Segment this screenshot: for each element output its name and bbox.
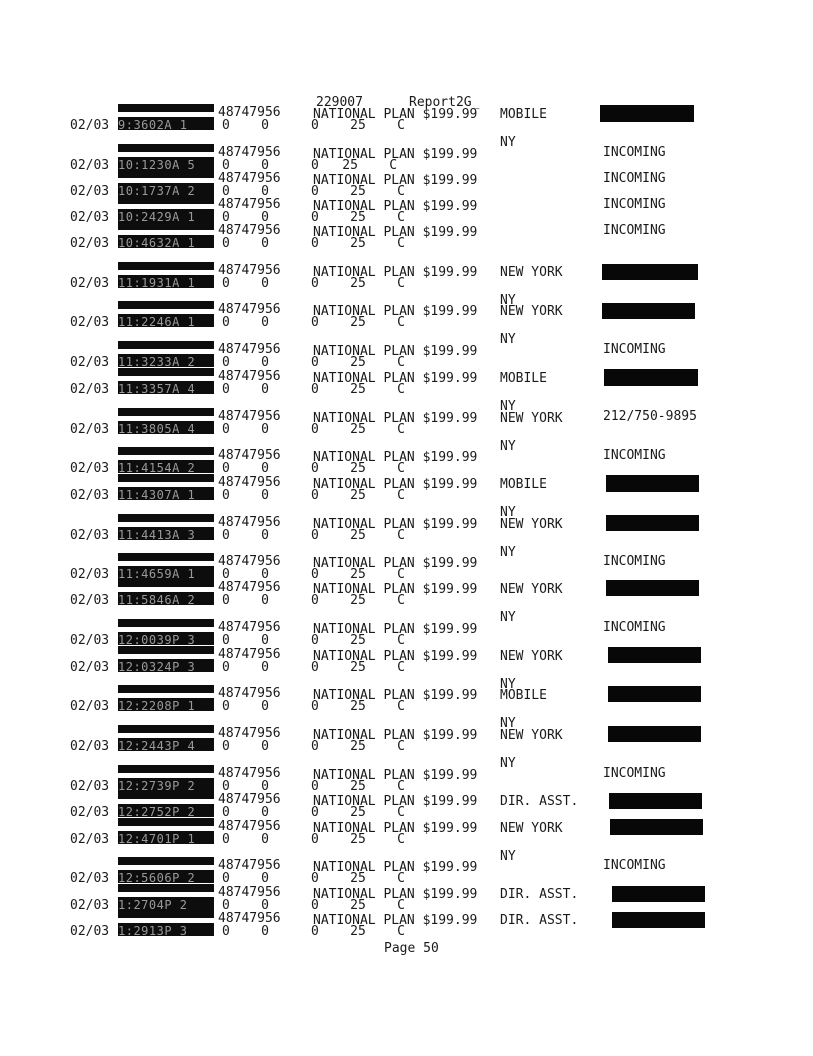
account-number: 48747956 — [218, 515, 281, 530]
usage-counts: 0 0 — [222, 739, 269, 754]
call-location: NEW YORK — [500, 649, 563, 664]
call-location: MOBILE — [500, 371, 547, 386]
call-time: 12:2739P 2 — [118, 778, 214, 791]
plan-price: NATIONAL PLAN $199.99 — [313, 225, 478, 240]
account-number: 48747956 — [218, 105, 281, 120]
call-time: 11:3233A 2 — [118, 354, 214, 367]
call-time: 11:3357A 4 — [118, 381, 214, 394]
account-number: 48747956 — [218, 223, 281, 238]
rate-code: 0 25 C — [311, 236, 405, 251]
redaction-bar — [118, 910, 214, 918]
rate-code: 0 25 C — [311, 739, 405, 754]
call-time: 12:4701P 1 — [118, 831, 214, 844]
call-time: 11:4413A 3 — [118, 527, 214, 540]
call-location: NEW YORK — [500, 265, 563, 280]
account-number: 48747956 — [218, 302, 281, 317]
rate-code: 0 25 C — [311, 567, 405, 582]
usage-counts: 0 0 — [222, 924, 269, 939]
call-location: NEW YORK — [500, 728, 563, 743]
rate-code: 0 25 C — [311, 461, 405, 476]
account-number: 48747956 — [218, 554, 281, 569]
account-number: 48747956 — [218, 580, 281, 595]
call-time: 10:1230A 5 — [118, 157, 214, 170]
redacted-number-box — [602, 264, 698, 280]
call-time: 12:2752P 2 — [118, 804, 214, 817]
plan-price: NATIONAL PLAN $199.99 — [313, 794, 478, 809]
redaction-bar — [118, 514, 214, 522]
call-time: 10:2429A 1 — [118, 209, 214, 222]
call-location: NEW YORK — [500, 821, 563, 836]
call-date: 02/03 — [70, 633, 110, 648]
call-date: 02/03 — [70, 276, 110, 291]
call-location: NEW YORK — [500, 582, 563, 597]
account-number: 48747956 — [218, 197, 281, 212]
state-code: NY — [500, 849, 516, 864]
redacted-number-box — [609, 793, 702, 809]
usage-counts: 0 0 — [222, 422, 269, 437]
plan-price: NATIONAL PLAN $199.99 — [313, 821, 478, 836]
call-date: 02/03 — [70, 158, 110, 173]
usage-counts: 0 0 — [222, 699, 269, 714]
rate-code: 0 25 C — [311, 633, 405, 648]
call-date: 02/03 — [70, 739, 110, 754]
redacted-number-box — [608, 686, 701, 702]
redaction-bar — [118, 408, 214, 416]
call-time: 11:1931A 1 — [118, 275, 214, 288]
call-time: 11:2246A 1 — [118, 314, 214, 327]
usage-counts: 0 0 — [222, 488, 269, 503]
rate-code: 0 25 C — [311, 118, 405, 133]
state-code: NY — [500, 293, 516, 308]
rate-code: 0 25 C — [311, 528, 405, 543]
call-date: 02/03 — [70, 382, 110, 397]
redaction-bar — [118, 447, 214, 455]
redaction-bar — [118, 646, 214, 654]
call-date: 02/03 — [70, 567, 110, 582]
redaction-bar — [118, 791, 214, 799]
usage-counts: 0 0 — [222, 118, 269, 133]
plan-price: NATIONAL PLAN $199.99 — [313, 860, 478, 875]
redaction-bar — [118, 170, 214, 178]
call-date: 02/03 — [70, 805, 110, 820]
plan-price: NATIONAL PLAN $199.99 — [313, 887, 478, 902]
usage-counts: 0 0 — [222, 184, 269, 199]
call-destination: INCOMING — [603, 223, 666, 238]
call-destination: INCOMING — [603, 620, 666, 635]
usage-counts: 0 0 — [222, 382, 269, 397]
call-location: NEW YORK — [500, 304, 563, 319]
plan-price: NATIONAL PLAN $199.99 — [313, 688, 478, 703]
call-destination: INCOMING — [603, 197, 666, 212]
account-number: 48747956 — [218, 409, 281, 424]
redaction-bar — [118, 262, 214, 270]
plan-price: NATIONAL PLAN $199.99 — [313, 768, 478, 783]
call-time: 9:3602A 1 — [118, 117, 214, 130]
rate-code: 0 25 C — [311, 832, 405, 847]
usage-counts: 0 0 — [222, 805, 269, 820]
call-date: 02/03 — [70, 660, 110, 675]
call-date: 02/03 — [70, 871, 110, 886]
plan-price: NATIONAL PLAN $199.99 — [313, 371, 478, 386]
rate-code: 0 25 C — [311, 158, 398, 173]
rate-code: 0 25 C — [311, 276, 405, 291]
usage-counts: 0 0 — [222, 898, 269, 913]
call-date: 02/03 — [70, 699, 110, 714]
plan-price: NATIONAL PLAN $199.99 — [313, 304, 478, 319]
state-code: NY — [500, 439, 516, 454]
plan-price: NATIONAL PLAN $199.99 — [313, 913, 478, 928]
redaction-bar — [118, 579, 214, 587]
redacted-number-box — [610, 819, 703, 835]
plan-price: NATIONAL PLAN $199.99 — [313, 556, 478, 571]
call-destination: INCOMING — [603, 858, 666, 873]
call-destination: 212/750-9895 — [603, 409, 697, 424]
redaction-bar — [118, 222, 214, 230]
usage-counts: 0 0 — [222, 871, 269, 886]
rate-code: 0 25 C — [311, 210, 405, 225]
account-number: 48747956 — [218, 145, 281, 160]
plan-price: NATIONAL PLAN $199.99 — [313, 344, 478, 359]
usage-counts: 0 0 — [222, 158, 269, 173]
usage-counts: 0 0 — [222, 593, 269, 608]
redacted-number-box — [600, 105, 694, 122]
redacted-number-box — [606, 515, 699, 531]
account-number: 48747956 — [218, 858, 281, 873]
account-number: 48747956 — [218, 686, 281, 701]
redacted-number-box — [604, 369, 698, 386]
call-time: 12:2443P 4 — [118, 738, 214, 751]
call-date: 02/03 — [70, 236, 110, 251]
call-time: 11:5846A 2 — [118, 592, 214, 605]
plan-price: NATIONAL PLAN $199.99 — [313, 265, 478, 280]
account-number: 48747956 — [218, 885, 281, 900]
call-destination: INCOMING — [603, 766, 666, 781]
state-code: NY — [500, 756, 516, 771]
call-location: DIR. ASST. — [500, 887, 579, 902]
call-date: 02/03 — [70, 898, 110, 913]
redacted-number-box — [606, 580, 699, 596]
rate-code: 0 25 C — [311, 355, 405, 370]
call-date: 02/03 — [70, 461, 110, 476]
state-code: NY — [500, 677, 516, 692]
call-time: 11:4154A 2 — [118, 460, 214, 473]
state-code: NY — [500, 716, 516, 731]
redaction-bar — [118, 619, 214, 627]
usage-counts: 0 0 — [222, 528, 269, 543]
call-date: 02/03 — [70, 924, 110, 939]
call-location: DIR. ASST. — [500, 913, 579, 928]
usage-counts: 0 0 — [222, 567, 269, 582]
account-number: 48747956 — [218, 766, 281, 781]
call-date: 02/03 — [70, 118, 110, 133]
plan-price: NATIONAL PLAN $199.99 — [313, 622, 478, 637]
call-destination: INCOMING — [603, 171, 666, 186]
redacted-number-box — [608, 647, 701, 663]
rate-code: 0 25 C — [311, 924, 405, 939]
rate-code: 0 25 C — [311, 488, 405, 503]
call-location: MOBILE — [500, 477, 547, 492]
plan-price: NATIONAL PLAN $199.99 — [313, 173, 478, 188]
rate-code: 0 25 C — [311, 871, 405, 886]
rate-code: 0 25 C — [311, 898, 405, 913]
redacted-number-box — [606, 475, 699, 492]
state-code: NY — [500, 332, 516, 347]
call-time: 10:4632A 1 — [118, 235, 214, 248]
redaction-bar — [118, 857, 214, 865]
usage-counts: 0 0 — [222, 779, 269, 794]
usage-counts: 0 0 — [222, 315, 269, 330]
usage-counts: 0 0 — [222, 832, 269, 847]
call-date: 02/03 — [70, 488, 110, 503]
rate-code: 0 25 C — [311, 779, 405, 794]
call-location: MOBILE — [500, 107, 547, 122]
rate-code: 0 25 C — [311, 660, 405, 675]
plan-price: NATIONAL PLAN $199.99 — [313, 147, 478, 162]
call-time: 12:5606P 2 — [118, 870, 214, 883]
call-time: 11:4659A 1 — [118, 566, 214, 579]
plan-price: NATIONAL PLAN $199.99 — [313, 649, 478, 664]
usage-counts: 0 0 — [222, 461, 269, 476]
plan-price: NATIONAL PLAN $199.99 — [313, 477, 478, 492]
redaction-bar — [118, 341, 214, 349]
rate-code: 0 25 C — [311, 593, 405, 608]
call-date: 02/03 — [70, 593, 110, 608]
call-date: 02/03 — [70, 528, 110, 543]
account-number: 48747956 — [218, 475, 281, 490]
call-date: 02/03 — [70, 779, 110, 794]
redaction-bar — [118, 884, 214, 892]
call-location: NEW YORK — [500, 517, 563, 532]
call-destination: INCOMING — [603, 448, 666, 463]
call-destination: INCOMING — [603, 342, 666, 357]
report-code: 229007 — [316, 95, 363, 110]
call-location: NEW YORK — [500, 411, 563, 426]
redaction-bar — [118, 368, 214, 376]
usage-counts: 0 0 — [222, 355, 269, 370]
redaction-bar — [118, 685, 214, 693]
plan-price: NATIONAL PLAN $199.99 — [313, 199, 478, 214]
redacted-number-box — [612, 912, 705, 928]
call-time: 10:1737A 2 — [118, 183, 214, 196]
account-number: 48747956 — [218, 263, 281, 278]
state-code: NY — [500, 505, 516, 520]
redaction-bar — [118, 818, 214, 826]
redaction-bar — [118, 474, 214, 482]
call-time: 1:2913P 3 — [118, 923, 214, 936]
call-destination: INCOMING — [603, 554, 666, 569]
redacted-number-box — [608, 726, 701, 742]
call-date: 02/03 — [70, 315, 110, 330]
redaction-bar — [118, 725, 214, 733]
call-date: 02/03 — [70, 210, 110, 225]
account-number: 48747956 — [218, 726, 281, 741]
call-time: 12:0039P 3 — [118, 632, 214, 645]
call-date: 02/03 — [70, 832, 110, 847]
state-code: NY — [500, 545, 516, 560]
plan-price: NATIONAL PLAN $199.99 — [313, 728, 478, 743]
call-destination: INCOMING — [603, 145, 666, 160]
rate-code: 0 25 C — [311, 699, 405, 714]
page-number: Page 50 — [384, 941, 439, 956]
redaction-bar — [118, 301, 214, 309]
usage-counts: 0 0 — [222, 633, 269, 648]
account-number: 48747956 — [218, 647, 281, 662]
call-time: 12:0324P 3 — [118, 659, 214, 672]
call-location: MOBILE — [500, 688, 547, 703]
plan-price: NATIONAL PLAN $199.99 — [313, 450, 478, 465]
rate-code: 0 25 C — [311, 382, 405, 397]
call-date: 02/03 — [70, 422, 110, 437]
redaction-bar — [118, 765, 214, 773]
account-number: 48747956 — [218, 369, 281, 384]
account-number: 48747956 — [218, 342, 281, 357]
state-code: NY — [500, 399, 516, 414]
call-date: 02/03 — [70, 355, 110, 370]
account-number: 48747956 — [218, 819, 281, 834]
account-number: 48747956 — [218, 792, 281, 807]
account-number: 48747956 — [218, 620, 281, 635]
call-time: 11:4307A 1 — [118, 487, 214, 500]
rate-code: 0 25 C — [311, 422, 405, 437]
redacted-number-box — [612, 886, 705, 902]
rate-code: 0 25 C — [311, 315, 405, 330]
plan-price: NATIONAL PLAN $199.99 — [313, 517, 478, 532]
redacted-number-box — [602, 303, 695, 319]
redaction-bar — [118, 553, 214, 561]
rate-code: 0 25 C — [311, 805, 405, 820]
usage-counts: 0 0 — [222, 236, 269, 251]
redaction-bar — [118, 196, 214, 204]
state-code: NY — [500, 135, 516, 150]
call-time: 12:2208P 1 — [118, 698, 214, 711]
usage-counts: 0 0 — [222, 210, 269, 225]
plan-price: NATIONAL PLAN $199.99 — [313, 107, 478, 122]
call-location: DIR. ASST. — [500, 794, 579, 809]
usage-counts: 0 0 — [222, 276, 269, 291]
redaction-bar — [118, 104, 214, 112]
redaction-bar — [118, 144, 214, 152]
plan-price: NATIONAL PLAN $199.99 — [313, 582, 478, 597]
call-date: 02/03 — [70, 184, 110, 199]
state-code: NY — [500, 610, 516, 625]
call-time: 1:2704P 2 — [118, 897, 214, 910]
report-name: Report2G_ — [409, 95, 480, 110]
account-number: 48747956 — [218, 448, 281, 463]
plan-price: NATIONAL PLAN $199.99 — [313, 411, 478, 426]
usage-counts: 0 0 — [222, 660, 269, 675]
rate-code: 0 25 C — [311, 184, 405, 199]
account-number: 48747956 — [218, 171, 281, 186]
call-time: 11:3805A 4 — [118, 421, 214, 434]
account-number: 48747956 — [218, 911, 281, 926]
